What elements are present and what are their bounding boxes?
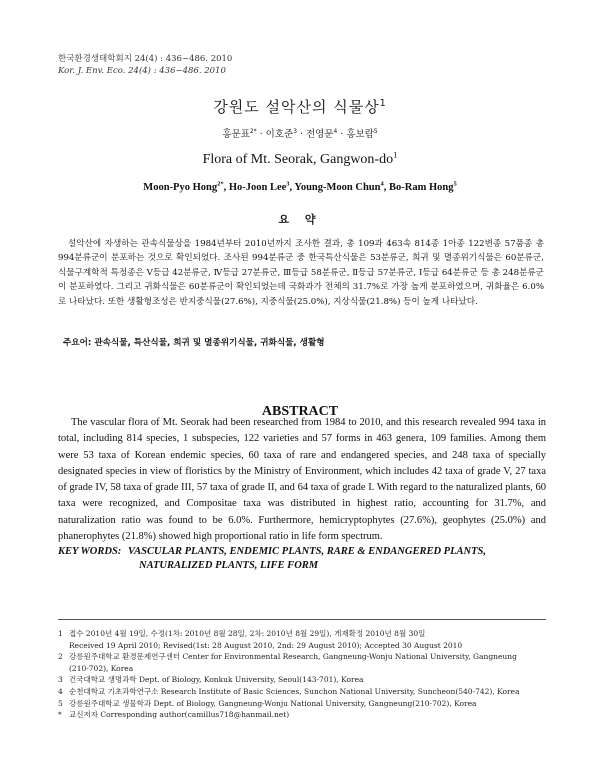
- footnote-line: 강릉원주대학교 환경문제연구센터 Center for Environmental Research, Gangneung-Wonju National University, Gangneung: [69, 652, 517, 662]
- korean-author-separator: ·: [256, 129, 266, 140]
- english-title-text: Flora of Mt. Seorak, Gangwon-do: [202, 152, 394, 167]
- korean-author-affiliation-mark: 5: [373, 128, 378, 135]
- footnote: [58, 674, 558, 686]
- korean-title-footnote-mark: 1: [379, 98, 387, 109]
- korean-author-affiliation-mark: 3: [293, 128, 297, 135]
- english-author-affiliation-mark: 2*: [217, 180, 224, 188]
- english-author-separator: ,: [383, 182, 389, 193]
- english-author-name: Young-Moon Chun: [294, 182, 381, 193]
- footnote-line: 건국대학교 생명과학 Dept. of Biology, Konkuk University, Seoul(143-701), Korea: [69, 675, 364, 685]
- footnote-line: (210-702), Korea: [69, 663, 134, 673]
- footnote-line: 교신저자 Corresponding author(camillus718@hanmail.net): [69, 710, 290, 720]
- korean-title: [0, 96, 600, 117]
- korean-keywords: 주요어: 관속식물, 특산식물, 희귀 및 멸종위기식물, 귀화식물, 생활형: [63, 338, 325, 348]
- english-abstract: The vascular flora of Mt. Seorak had been researched from 1984 to 2010, and this research revealed 994 taxa in total, including 814 species, 1 subspecies, 122 varieties and 57 forms in 463 genera, 109 families. Among them were 53 taxa of Korean endemic species, 60 taxa of rare and endangered species, and 248 taxa of specially designated species in view of floristics by the Ministry of Environment, which includes 42 taxa of grade V, 27 taxa of grade IV, 58 taxa of grade III, 57 taxa of grade II, and 64 taxa of grade I. With regard to the naturalized plants, 60 taxa were recognized, and Compositae taxa was distributed in highest ratio, accounting for 31.7%, and naturalization ratio was found to be 6.0%. Furthermore, hemicryptophytes (27.6%), geophytes (25.0%) and phanerophytes (21.8%) showed high proportional ratio in life form spectrum.: [58, 417, 546, 543]
- english-author-affiliation-mark: 3: [286, 180, 290, 188]
- footnote: [58, 628, 558, 651]
- korean-author-separator: ·: [337, 129, 347, 140]
- korean-author-name: 홍보람: [346, 129, 374, 140]
- keywords-line-2: NATURALIZED PLANTS, LIFE FORM: [139, 560, 319, 571]
- english-author-affiliation-mark: 5: [453, 180, 457, 188]
- english-title: [0, 149, 600, 168]
- footnote: [58, 686, 558, 698]
- footnote-number: 5: [58, 698, 63, 708]
- english-author-name: Moon-Pyo Hong: [143, 182, 218, 193]
- footnotes: [58, 628, 558, 721]
- korean-title-text: 강원도 설악산의 식물상: [213, 98, 380, 116]
- english-author-name: Bo-Ram Hong: [388, 182, 454, 193]
- english-author-affiliation-mark: 4: [380, 180, 384, 188]
- footnote: [58, 698, 558, 710]
- korean-author-separator: ·: [296, 129, 306, 140]
- english-author-name: Ho-Joon Lee: [228, 182, 287, 193]
- footnote-divider: [58, 619, 546, 620]
- footnote-line: 접수 2010년 4월 19일, 수정(1차: 2010년 8월 28일, 2차: 2010년 8월 29일), 게재확정 2010년 8월 30일: [69, 629, 426, 638]
- footnote-number: 1: [58, 629, 63, 638]
- footnote-line: 순천대학교 기초과학연구소 Research Institute of Basic Sciences, Sunchon National University, Suncheon(540-742), Korea: [69, 686, 520, 696]
- footnote-line: Received 19 April 2010; Revised(1st: 28 August 2010, 2nd: 29 August 2010); Accepted 30 August 2010: [69, 640, 463, 650]
- english-author-separator: ,: [223, 182, 229, 193]
- korean-author-name: 이호준: [265, 129, 294, 140]
- journal-citation-english: Kor. J. Env. Eco. 24(4) : 436~486. 2010: [58, 66, 226, 76]
- footnote-number: 4: [58, 686, 63, 696]
- journal-citation-korean: 한국환경생태학회지 24(4) : 436~486. 2010: [58, 54, 233, 64]
- footnote: [58, 709, 558, 721]
- journal-citation: [58, 53, 232, 77]
- korean-author-name: 홍문표: [222, 129, 250, 140]
- english-author-separator: ,: [289, 182, 295, 193]
- english-keywords: [58, 545, 546, 573]
- footnote: [58, 651, 558, 674]
- korean-author-affiliation-mark: 4: [333, 128, 338, 135]
- english-authors: [0, 182, 600, 193]
- footnote-number: 3: [58, 675, 63, 685]
- footnote-line: 강릉원주대학교 생물학과 Dept. of Biology, Gangneung-Wonju National University, Gangneung(210-702), Korea: [69, 698, 477, 708]
- korean-abstract-heading: 요 약: [278, 213, 322, 226]
- korean-author-name: 전영문: [306, 129, 334, 140]
- korean-abstract: 설악산에 자생하는 관속식물상을 1984년부터 2010년까지 조사한 결과, 총 109과 463속 814종 1아종 122변종 57품종 총 994분류군이 분포하는 것으로 확인되었다. 조사된 994분류군 중 한국특산식물은 53분류군, 희귀 및 멸종위기식물은 60분류군, 식물구계학적 특정종은 Ⅴ등급 42분류군, Ⅳ등급 27분류군, Ⅲ등급 58분류군, Ⅱ등급 57분류군, Ⅰ등급 64분류군 등 총 248분류군이 분포하였다. 그리고 귀화식물은 60분류군이 확인되었는데 국화과가 전체의 31.7%로 가장 높게 분포하였으며, 귀화율은 6.0%로 나타났다. 또한 생활형조성은 반지중식물(27.6%), 지중식물(25.0%), 지상식물(21.8%) 등이 높게 나타났다.: [58, 239, 544, 307]
- abstract-heading: ABSTRACT: [261, 404, 339, 419]
- korean-author-affiliation-mark: 2*: [249, 128, 257, 135]
- keywords-lead: KEY WORDS:: [58, 546, 122, 557]
- footnote-number: 2: [58, 652, 63, 662]
- english-title-footnote-mark: 1: [393, 149, 398, 160]
- footnote-number: *: [58, 710, 62, 720]
- keywords-line-1: VASCULAR PLANTS, ENDEMIC PLANTS, RARE & ENDANGERED PLANTS,: [127, 546, 486, 557]
- korean-authors: [0, 126, 600, 140]
